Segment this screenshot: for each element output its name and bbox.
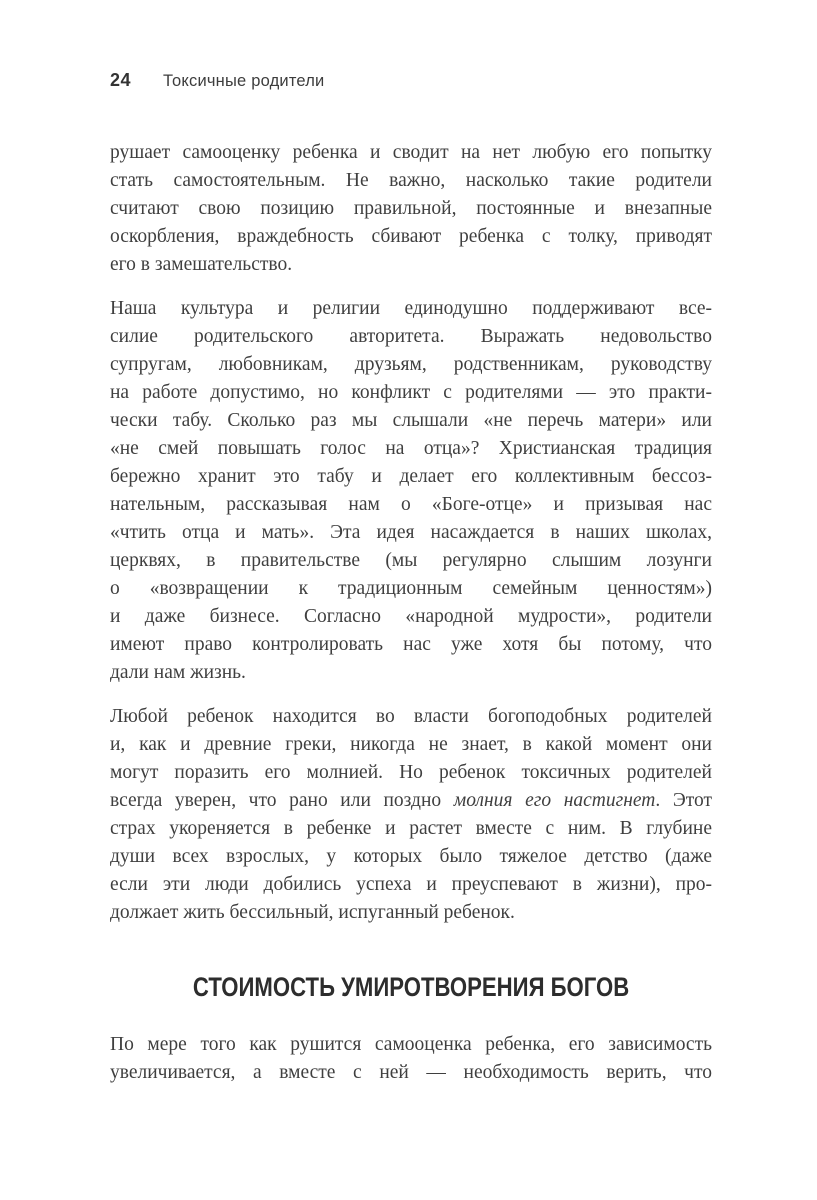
text-line: По мере того как рушится самооценка ребенка, его зависимость — [110, 1034, 712, 1055]
text-line: его в замешательство. — [110, 254, 293, 275]
text-line: нательным, рассказывая нам о «Боге-отце» и призывая нас — [110, 494, 712, 515]
text-line: «не смей повышать голос на отца»? Христианская традиция — [110, 438, 712, 459]
text-line: «чтить отца и мать». Эта идея насаждается в наших школах, — [110, 522, 712, 543]
text-line: страх укореняется в ребенке и растет вместе с ним. В глубине — [110, 818, 712, 839]
text-line: должает жить бессильный, испуганный ребенок. — [110, 902, 515, 923]
text-line: считают свою позицию правильной, постоянные и внезапные — [110, 198, 712, 219]
text-line: и, как и древние греки, никогда не знает, в какой момент они — [110, 734, 712, 755]
text-line: о «возвращении к традиционным семейным ценностям») — [110, 578, 712, 599]
text-line: и даже бизнесе. Согласно «народной мудрости», родители — [110, 606, 712, 627]
text-line: бережно хранит это табу и делает его коллективным бессоз- — [110, 466, 712, 487]
text-line: стать самостоятельным. Не важно, насколько такие родители — [110, 170, 712, 191]
text-line: всегда уверен, что рано или поздно молния его настигнет. Этот — [110, 790, 713, 811]
running-header — [110, 70, 712, 91]
text-line: церквях, в правительстве (мы регулярно слышим лозунги — [110, 550, 712, 571]
running-title: Токсичные родители — [163, 72, 325, 90]
paragraph — [110, 295, 712, 687]
text-line: могут поразить его молнией. Но ребенок токсичных родителей — [110, 762, 712, 783]
text-line: супругам, любовникам, друзьям, родственникам, руководству — [110, 354, 712, 375]
text-line: души всех взрослых, у которых было тяжелое детство (даже — [110, 846, 712, 867]
text-line: дали нам жизнь. — [110, 662, 246, 683]
text-line: увеличивается, а вместе с ней — необходимость верить, что — [110, 1062, 712, 1083]
text-line: если эти люди добились успеха и преуспевают в жизни), про- — [110, 874, 712, 895]
section-heading — [110, 973, 712, 1001]
text-line: имеют право контролировать нас уже хотя бы потому, что — [110, 634, 712, 655]
page-number: 24 — [110, 70, 132, 90]
text-line: Наша культура и религии единодушно поддерживают все- — [110, 298, 712, 319]
text-line: чески табу. Сколько раз мы слышали «не перечь матери» или — [110, 410, 712, 431]
text-line: силие родительского авторитета. Выражать недовольство — [110, 326, 712, 347]
paragraph — [110, 139, 712, 279]
text-line: рушает самооценку ребенка и сводит на нет любую его попытку — [110, 142, 712, 163]
page-content — [110, 139, 712, 1087]
text-line: оскорбления, враждебность сбивают ребенка с толку, приводят — [110, 226, 712, 247]
paragraph — [110, 1031, 712, 1087]
paragraph — [110, 703, 712, 927]
section-heading-text: СТОИМОСТЬ УМИРОТВОРЕНИЯ БОГОВ — [192, 972, 630, 1002]
text-line: Любой ребенок находится во власти богоподобных родителей — [110, 706, 712, 727]
italic-phrase: молния его настигнет — [453, 790, 656, 811]
text-line: на работе допустимо, но конфликт с родителями — это практи- — [110, 382, 712, 403]
